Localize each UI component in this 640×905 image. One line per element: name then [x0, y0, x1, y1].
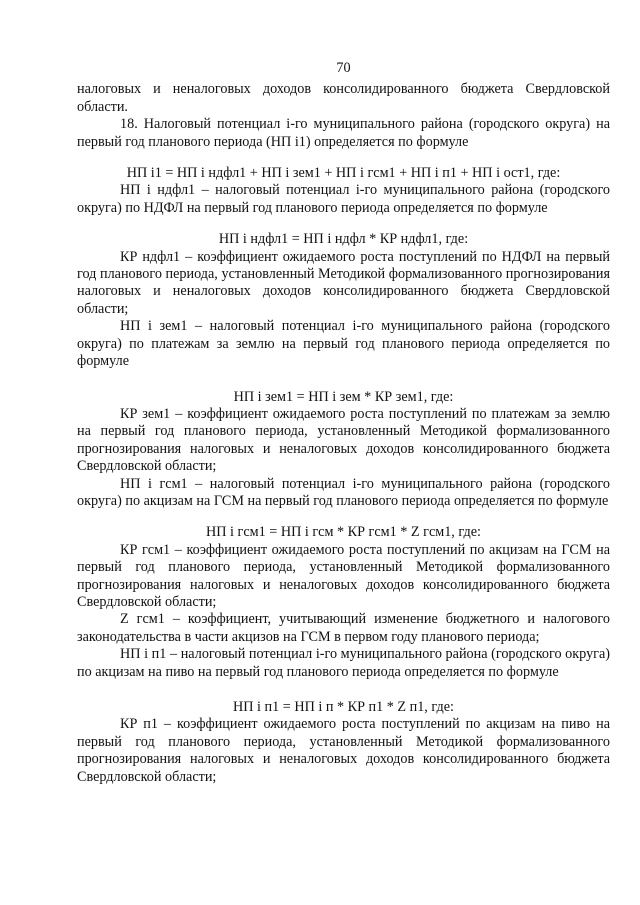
- paragraph-beer-def: НП i п1 – налоговый потенциал i-го муниципального района (городского округа) по акцизам на пиво на первый год планового периода определяется по формуле: [77, 646, 610, 680]
- formula-zem: НП i зем1 = НП i зем * КР зем1, где:: [233, 388, 454, 405]
- paragraph-18: 18. Налоговый потенциал i-го муниципального района (городского округа) на первый год планового периода (НП i1) определяется по формуле: [77, 116, 610, 150]
- formula-ndfl: НП i ндфл1 = НП i ндфл * КР ндфл1, где:: [218, 231, 469, 248]
- paragraph-gsm-def: НП i гсм1 – налоговый потенциал i-го муниципального района (городского округа) по акцизам на ГСМ на первый год планового периода определяется по формуле: [77, 475, 610, 509]
- paragraph-kr-ndfl: КР ндфл1 – коэффициент ожидаемого роста поступлений по НДФЛ на первый год планового периода, установленный Методикой формализованного прогнозирования налоговых и неналоговых доходов консолидированного бюджета Свердловской области;: [77, 248, 610, 317]
- formula-gsm: НП i гсм1 = НП i гсм * КР гсм1 * Z гсм1, где:: [206, 524, 481, 541]
- paragraph-kr-gsm: КР гсм1 – коэффициент ожидаемого роста поступлений по акцизам на ГСМ на первый год планового периода, установленный Методикой формализованного прогнозирования налоговых и неналоговых доходов консолидированного бюджета Свердловской области;: [77, 541, 610, 610]
- formula-beer: НП i п1 = НП i п * КР п1 * Z п1, где:: [233, 699, 454, 715]
- paragraph-ndfl-def: НП i ндфл1 – налоговый потенциал i-го муниципального района (городского округа) по НДФЛ на первый год планового периода определяется по формуле: [77, 182, 610, 216]
- paragraph-zem-def: НП i зем1 – налоговый потенциал i-го муниципального района (городского округа) по платежам за землю на первый год планового периода определяется по формуле: [77, 318, 610, 370]
- paragraph-kr-zem: КР зем1 – коэффициент ожидаемого роста поступлений по платежам за землю на первый год планового периода, установленный Методикой формализованного прогнозирования налоговых и неналоговых доходов консолидированного бюджета Свердловской области;: [77, 405, 610, 475]
- paragraph-kr-beer: КР п1 – коэффициент ожидаемого роста поступлений по акцизам на пиво на первый год планового периода, установленный Методикой формализованного прогнозирования налоговых и неналоговых доходов консолидированного бюджета Свердловской области;: [77, 716, 610, 785]
- formula-np-i1: НП i1 = НП i ндфл1 + НП i зем1 + НП i гсм1 + НП i п1 + НП i ост1, где:: [126, 165, 561, 182]
- paragraph-continuation: налоговых и неналоговых доходов консолидированного бюджета Свердловской области.: [77, 81, 610, 115]
- paragraph-z-gsm: Z гсм1 – коэффициент, учитывающий изменение бюджетного и налогового законодательства в части акцизов на ГСМ в первом году планового периода;: [77, 611, 610, 645]
- page-number: 70: [336, 60, 351, 76]
- document-page: [77, 60, 610, 786]
